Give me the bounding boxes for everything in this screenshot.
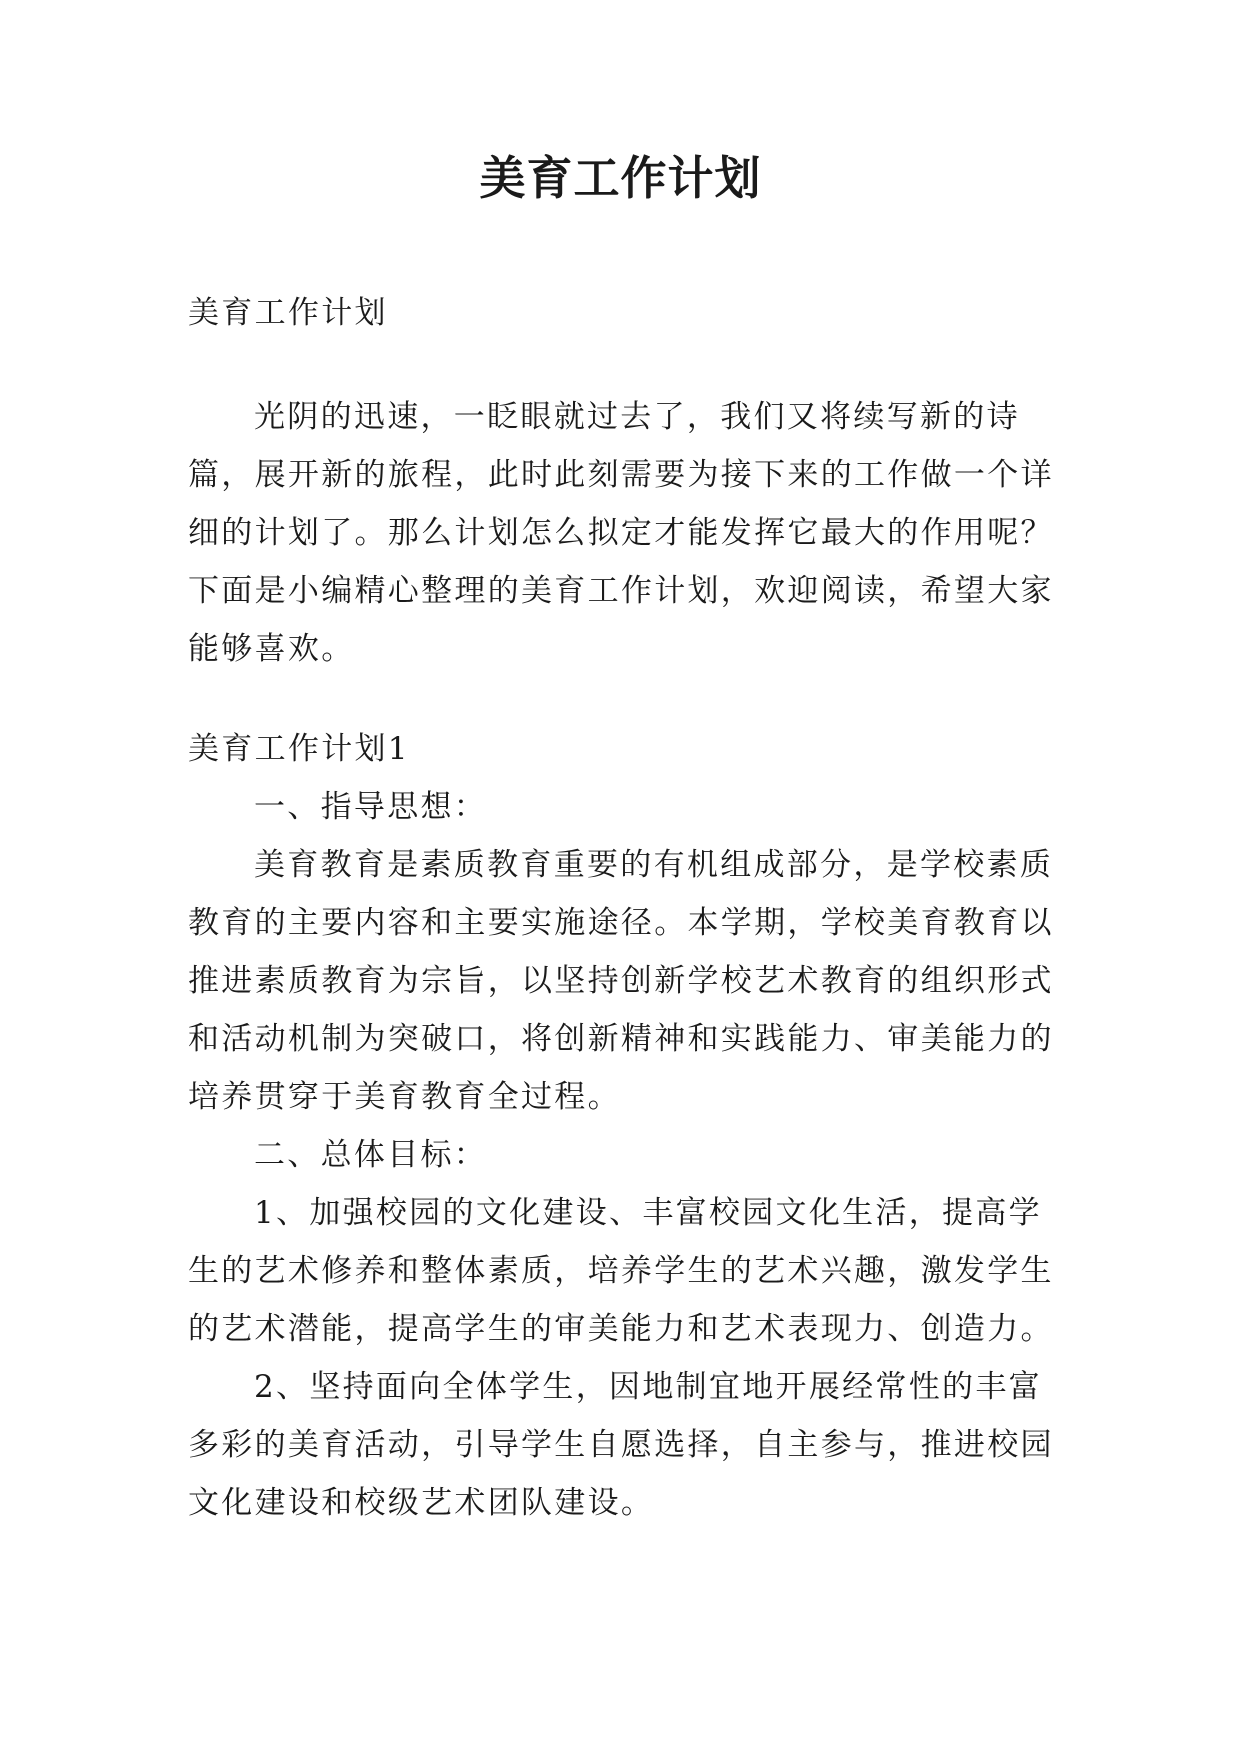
subtitle: 美育工作计划: [188, 295, 388, 331]
section-heading-guiding-ideology: 一、指导思想：: [254, 789, 488, 825]
intro-paragraph: 光阴的迅速，一眨眼就过去了，我们又将续写新的诗篇，展开新的旅程，此时此刻需要为接下来的工作做一个详细的计划了。那么计划怎么拟定才能发挥它最大的作用呢？下面是小编精心整理的美育工作计划，欢迎阅读，希望大家能够喜欢。: [188, 399, 1054, 667]
goal-item-1: 1、加强校园的文化建设、丰富校园文化生活，提高学生的艺术修养和整体素质，培养学生的艺术兴趣，激发学生的艺术潜能，提高学生的审美能力和艺术表现力、创造力。: [188, 1195, 1054, 1347]
document-body: [188, 290, 1054, 1532]
plan-heading: 美育工作计划1: [188, 731, 410, 767]
spacer: [188, 342, 1054, 388]
spacer: [188, 678, 1054, 720]
goal-item-2: 2、坚持面向全体学生，因地制宜地开展经常性的丰富多彩的美育活动，引导学生自愿选择，自主参与，推进校园文化建设和校级艺术团队建设。: [188, 1369, 1054, 1521]
section-heading-overall-goals: 二、总体目标：: [254, 1137, 488, 1173]
document-title: 美育工作计划: [479, 151, 762, 205]
section-paragraph-guiding-ideology: 美育教育是素质教育重要的有机组成部分，是学校素质教育的主要内容和主要实施途径。本学期，学校美育教育以推进素质教育为宗旨，以坚持创新学校艺术教育的组织形式和活动机制为突破口，将创新精神和实践能力、审美能力的培养贯穿于美育教育全过程。: [188, 847, 1054, 1115]
